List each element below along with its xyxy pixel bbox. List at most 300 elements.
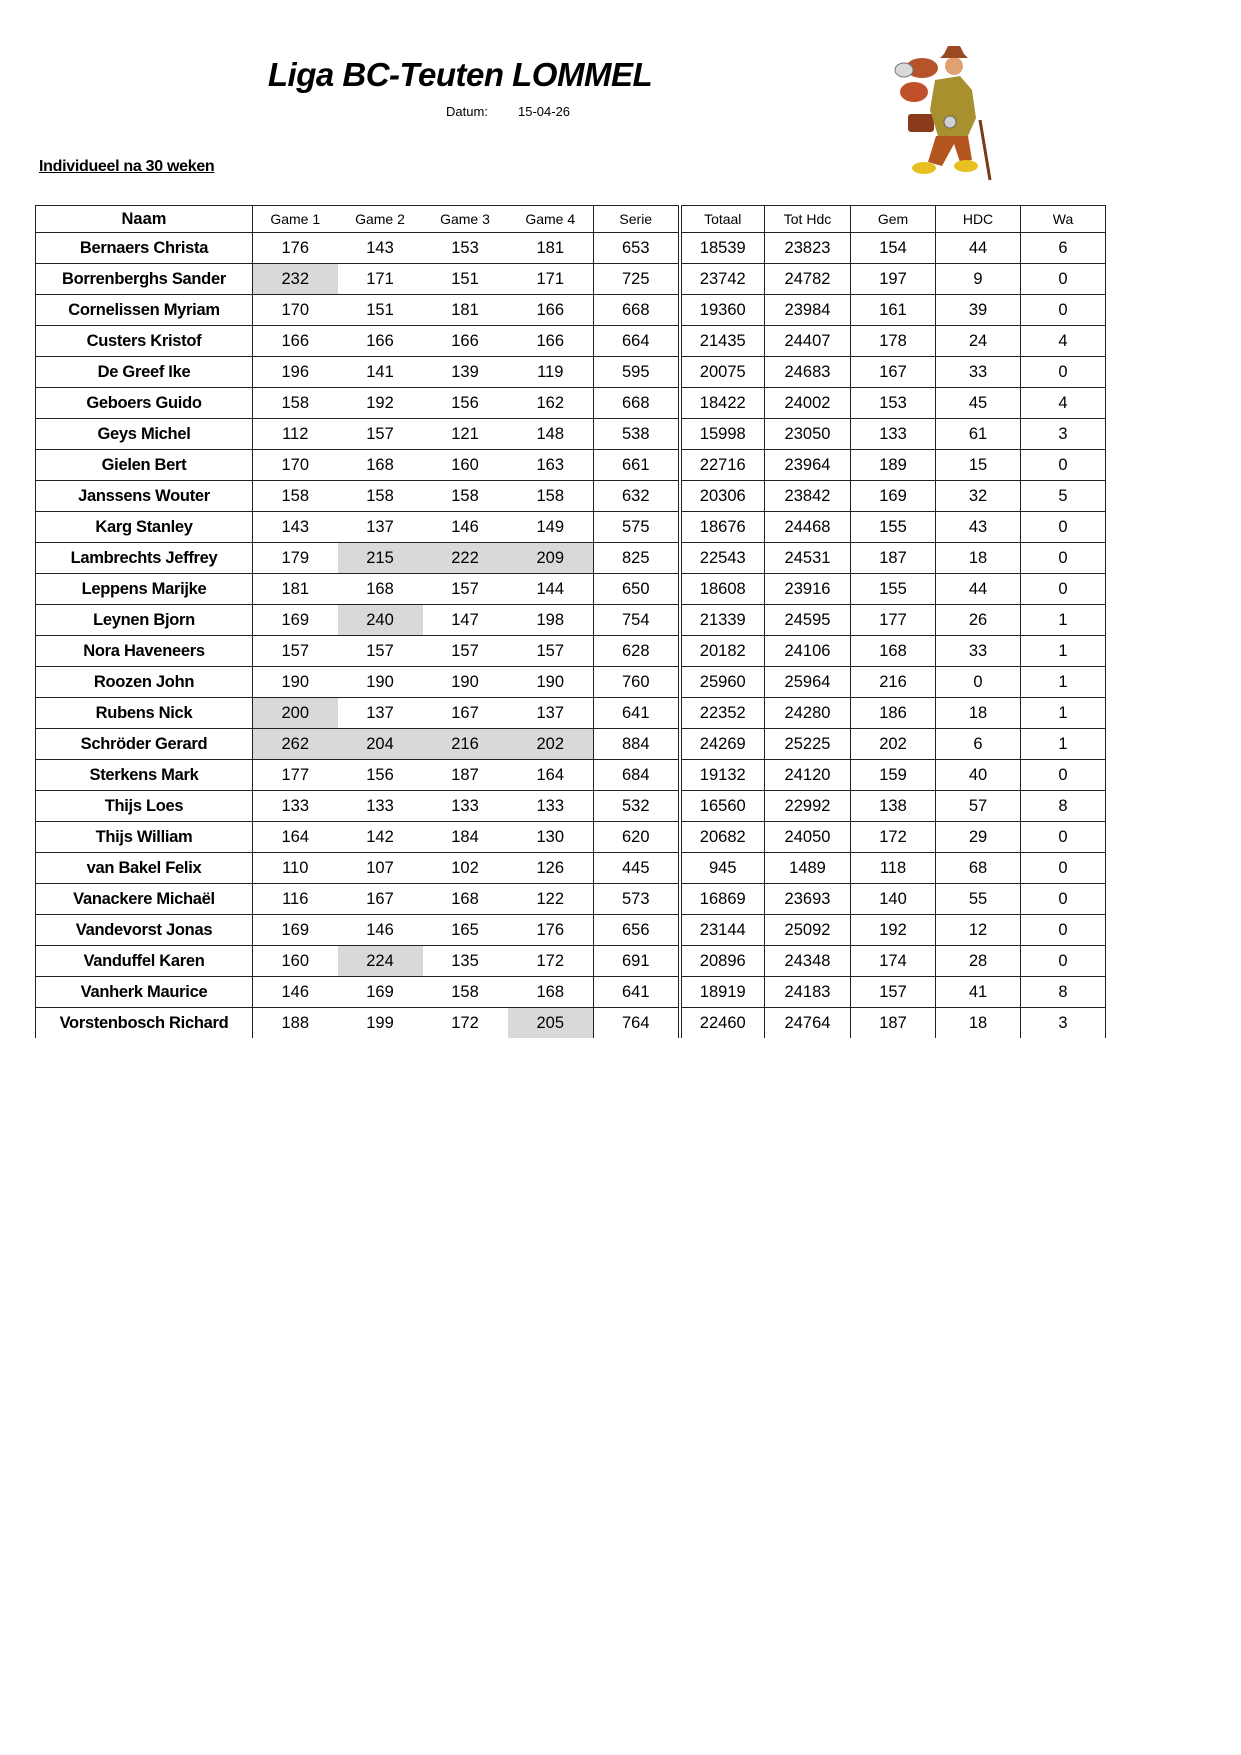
player-name: Sterkens Mark [36,760,253,791]
wa-value: 1 [1021,605,1106,636]
col-header-tothdc: Tot Hdc [765,206,851,233]
game-3-score: 172 [423,1008,508,1039]
game-2-score: 151 [338,295,423,326]
wa-value: 0 [1021,264,1106,295]
serie-value: 754 [594,605,680,636]
serie-value: 664 [594,326,680,357]
serie-value: 573 [594,884,680,915]
game-4-score: 171 [508,264,594,295]
game-4-score: 126 [508,853,594,884]
gem-value: 172 [851,822,936,853]
game-3-score: 151 [423,264,508,295]
game-2-score: 143 [338,233,423,264]
game-3-score: 184 [423,822,508,853]
totaal-value: 20896 [680,946,765,977]
totaal-value: 19360 [680,295,765,326]
totaal-value: 18608 [680,574,765,605]
tot-hdc-value: 23984 [765,295,851,326]
game-4-score: 130 [508,822,594,853]
player-name: van Bakel Felix [36,853,253,884]
player-name: Vandevorst Jonas [36,915,253,946]
tot-hdc-value: 25964 [765,667,851,698]
game-1-score: 146 [253,977,338,1008]
game-1-score: 200 [253,698,338,729]
hdc-value: 33 [936,636,1021,667]
wa-value: 6 [1021,233,1106,264]
wa-value: 4 [1021,326,1106,357]
game-1-score: 190 [253,667,338,698]
game-1-score: 170 [253,295,338,326]
game-3-score: 222 [423,543,508,574]
tot-hdc-value: 23693 [765,884,851,915]
game-4-score: 205 [508,1008,594,1039]
game-2-score: 107 [338,853,423,884]
wa-value: 0 [1021,853,1106,884]
player-name: Leynen Bjorn [36,605,253,636]
serie-value: 595 [594,357,680,388]
datum-value: 15-04-26 [518,104,571,119]
game-3-score: 216 [423,729,508,760]
game-4-score: 157 [508,636,594,667]
gem-value: 153 [851,388,936,419]
game-3-score: 156 [423,388,508,419]
wa-value: 0 [1021,574,1106,605]
game-4-score: 158 [508,481,594,512]
gem-value: 202 [851,729,936,760]
totaal-value: 23144 [680,915,765,946]
wa-value: 8 [1021,977,1106,1008]
game-2-score: 141 [338,357,423,388]
serie-value: 725 [594,264,680,295]
game-2-score: 133 [338,791,423,822]
col-header-serie: Serie [594,206,680,233]
hdc-value: 55 [936,884,1021,915]
table-row [36,760,1106,791]
hdc-value: 45 [936,388,1021,419]
tot-hdc-value: 23842 [765,481,851,512]
game-3-score: 190 [423,667,508,698]
gem-value: 174 [851,946,936,977]
game-4-score: 162 [508,388,594,419]
hdc-value: 32 [936,481,1021,512]
game-1-score: 158 [253,388,338,419]
player-name: Leppens Marijke [36,574,253,605]
game-1-score: 170 [253,450,338,481]
totaal-value: 20306 [680,481,765,512]
game-3-score: 133 [423,791,508,822]
game-2-score: 157 [338,419,423,450]
serie-value: 632 [594,481,680,512]
hdc-value: 18 [936,543,1021,574]
tot-hdc-value: 25225 [765,729,851,760]
game-2-score: 156 [338,760,423,791]
gem-value: 168 [851,636,936,667]
totaal-value: 20682 [680,822,765,853]
table-row [36,543,1106,574]
game-1-score: 112 [253,419,338,450]
game-2-score: 137 [338,698,423,729]
wa-value: 0 [1021,450,1106,481]
game-3-score: 165 [423,915,508,946]
totaal-value: 18676 [680,512,765,543]
game-4-score: 163 [508,450,594,481]
hdc-value: 15 [936,450,1021,481]
game-2-score: 146 [338,915,423,946]
section-subtitle: Individueel na 30 weken [39,158,215,175]
game-4-score: 137 [508,698,594,729]
col-header-game1: Game 1 [253,206,338,233]
totaal-value: 19132 [680,760,765,791]
tot-hdc-value: 23823 [765,233,851,264]
wa-value: 0 [1021,357,1106,388]
wa-value: 0 [1021,915,1106,946]
game-3-score: 160 [423,450,508,481]
game-3-score: 135 [423,946,508,977]
hdc-value: 28 [936,946,1021,977]
totaal-value: 22716 [680,450,765,481]
serie-value: 641 [594,977,680,1008]
totaal-value: 22352 [680,698,765,729]
tot-hdc-value: 25092 [765,915,851,946]
game-1-score: 177 [253,760,338,791]
hdc-value: 61 [936,419,1021,450]
table-row [36,667,1106,698]
hdc-value: 44 [936,574,1021,605]
game-3-score: 158 [423,481,508,512]
game-3-score: 139 [423,357,508,388]
gem-value: 161 [851,295,936,326]
totaal-value: 18919 [680,977,765,1008]
player-name: De Greef Ike [36,357,253,388]
serie-value: 684 [594,760,680,791]
totaal-value: 20182 [680,636,765,667]
gem-value: 178 [851,326,936,357]
hdc-value: 43 [936,512,1021,543]
wa-value: 0 [1021,760,1106,791]
col-header-game3: Game 3 [423,206,508,233]
hdc-value: 41 [936,977,1021,1008]
table-row [36,388,1106,419]
game-3-score: 146 [423,512,508,543]
hdc-value: 68 [936,853,1021,884]
game-3-score: 157 [423,574,508,605]
hdc-value: 33 [936,357,1021,388]
serie-value: 884 [594,729,680,760]
tot-hdc-value: 24002 [765,388,851,419]
table-row [36,357,1106,388]
gem-value: 167 [851,357,936,388]
game-4-score: 144 [508,574,594,605]
tot-hdc-value: 24683 [765,357,851,388]
game-3-score: 187 [423,760,508,791]
totaal-value: 20075 [680,357,765,388]
game-1-score: 110 [253,853,338,884]
gem-value: 133 [851,419,936,450]
table-row [36,450,1106,481]
player-name: Borrenberghs Sander [36,264,253,295]
wa-value: 0 [1021,543,1106,574]
col-header-gem: Gem [851,206,936,233]
game-1-score: 196 [253,357,338,388]
game-2-score: 169 [338,977,423,1008]
tot-hdc-value: 24106 [765,636,851,667]
game-2-score: 168 [338,574,423,605]
player-name: Vanherk Maurice [36,977,253,1008]
serie-value: 538 [594,419,680,450]
game-2-score: 224 [338,946,423,977]
wa-value: 8 [1021,791,1106,822]
wa-value: 1 [1021,698,1106,729]
game-4-score: 168 [508,977,594,1008]
totaal-value: 25960 [680,667,765,698]
tot-hdc-value: 23916 [765,574,851,605]
game-2-score: 190 [338,667,423,698]
player-name: Thijs William [36,822,253,853]
hdc-value: 18 [936,698,1021,729]
serie-value: 764 [594,1008,680,1039]
table-row [36,295,1106,326]
tot-hdc-value: 24764 [765,1008,851,1039]
page-title: Liga BC-Teuten LOMMEL [267,56,653,93]
wa-value: 0 [1021,295,1106,326]
wa-value: 1 [1021,636,1106,667]
game-4-score: 148 [508,419,594,450]
game-1-score: 164 [253,822,338,853]
game-2-score: 199 [338,1008,423,1039]
hdc-value: 0 [936,667,1021,698]
game-4-score: 176 [508,915,594,946]
game-4-score: 133 [508,791,594,822]
table-row [36,636,1106,667]
game-4-score: 190 [508,667,594,698]
gem-value: 187 [851,1008,936,1039]
serie-value: 620 [594,822,680,853]
serie-value: 656 [594,915,680,946]
game-1-score: 169 [253,915,338,946]
gem-value: 154 [851,233,936,264]
serie-value: 825 [594,543,680,574]
game-4-score: 149 [508,512,594,543]
gem-value: 186 [851,698,936,729]
game-2-score: 168 [338,450,423,481]
gem-value: 155 [851,574,936,605]
datum-label: Datum: [446,104,488,119]
game-4-score: 202 [508,729,594,760]
game-4-score: 209 [508,543,594,574]
hdc-value: 29 [936,822,1021,853]
col-header-naam: Naam [36,206,253,233]
gem-value: 140 [851,884,936,915]
game-4-score: 198 [508,605,594,636]
game-2-score: 240 [338,605,423,636]
table-row [36,853,1106,884]
game-4-score: 166 [508,326,594,357]
col-header-wa: Wa [1021,206,1106,233]
gem-value: 187 [851,543,936,574]
tot-hdc-value: 24468 [765,512,851,543]
hdc-value: 9 [936,264,1021,295]
tot-hdc-value: 24120 [765,760,851,791]
table-row [36,264,1106,295]
player-name: Schröder Gerard [36,729,253,760]
hdc-value: 57 [936,791,1021,822]
game-2-score: 142 [338,822,423,853]
table-row [36,1008,1106,1039]
tot-hdc-value: 23050 [765,419,851,450]
tot-hdc-value: 24407 [765,326,851,357]
serie-value: 668 [594,388,680,419]
game-1-score: 232 [253,264,338,295]
tot-hdc-value: 23964 [765,450,851,481]
game-1-score: 116 [253,884,338,915]
game-1-score: 133 [253,791,338,822]
player-name: Lambrechts Jeffrey [36,543,253,574]
player-name: Vanackere Michaël [36,884,253,915]
serie-value: 650 [594,574,680,605]
table-row [36,574,1106,605]
game-4-score: 181 [508,233,594,264]
player-name: Geboers Guido [36,388,253,419]
hdc-value: 40 [936,760,1021,791]
wa-value: 0 [1021,946,1106,977]
serie-value: 691 [594,946,680,977]
game-2-score: 158 [338,481,423,512]
gem-value: 192 [851,915,936,946]
game-1-score: 158 [253,481,338,512]
tot-hdc-value: 22992 [765,791,851,822]
totaal-value: 22543 [680,543,765,574]
game-3-score: 157 [423,636,508,667]
hdc-value: 39 [936,295,1021,326]
game-1-score: 160 [253,946,338,977]
tot-hdc-value: 24348 [765,946,851,977]
game-4-score: 172 [508,946,594,977]
gem-value: 189 [851,450,936,481]
serie-value: 760 [594,667,680,698]
game-1-score: 181 [253,574,338,605]
player-name: Bernaers Christa [36,233,253,264]
table-body [36,233,1106,1039]
serie-value: 641 [594,698,680,729]
hdc-value: 44 [936,233,1021,264]
gem-value: 138 [851,791,936,822]
tot-hdc-value: 24782 [765,264,851,295]
table-row [36,729,1106,760]
wa-value: 0 [1021,512,1106,543]
game-3-score: 102 [423,853,508,884]
totaal-value: 18539 [680,233,765,264]
gem-value: 169 [851,481,936,512]
gem-value: 197 [851,264,936,295]
table-row [36,605,1106,636]
hdc-value: 26 [936,605,1021,636]
serie-value: 532 [594,791,680,822]
game-1-score: 188 [253,1008,338,1039]
gem-value: 157 [851,977,936,1008]
game-4-score: 164 [508,760,594,791]
game-1-score: 143 [253,512,338,543]
tot-hdc-value: 24280 [765,698,851,729]
tot-hdc-value: 24595 [765,605,851,636]
col-header-game2: Game 2 [338,206,423,233]
wa-value: 0 [1021,884,1106,915]
player-name: Karg Stanley [36,512,253,543]
game-3-score: 153 [423,233,508,264]
game-2-score: 171 [338,264,423,295]
table-row [36,481,1106,512]
game-4-score: 166 [508,295,594,326]
totaal-value: 16869 [680,884,765,915]
hdc-value: 12 [936,915,1021,946]
player-name: Rubens Nick [36,698,253,729]
wa-value: 4 [1021,388,1106,419]
table-row [36,822,1106,853]
table-header-row [36,206,1106,233]
game-3-score: 167 [423,698,508,729]
game-2-score: 166 [338,326,423,357]
col-header-game4: Game 4 [508,206,594,233]
game-1-score: 176 [253,233,338,264]
gem-value: 118 [851,853,936,884]
tot-hdc-value: 24183 [765,977,851,1008]
game-2-score: 137 [338,512,423,543]
player-name: Janssens Wouter [36,481,253,512]
totaal-value: 21435 [680,326,765,357]
table-row [36,326,1106,357]
table-row [36,512,1106,543]
player-name: Nora Haveneers [36,636,253,667]
game-2-score: 157 [338,636,423,667]
totaal-value: 21339 [680,605,765,636]
player-name: Gielen Bert [36,450,253,481]
serie-value: 653 [594,233,680,264]
standings-table [35,205,1106,1038]
game-2-score: 192 [338,388,423,419]
totaal-value: 23742 [680,264,765,295]
gem-value: 159 [851,760,936,791]
game-3-score: 168 [423,884,508,915]
table-row [36,233,1106,264]
game-3-score: 158 [423,977,508,1008]
serie-value: 668 [594,295,680,326]
wa-value: 0 [1021,822,1106,853]
tot-hdc-value: 24050 [765,822,851,853]
player-name: Custers Kristof [36,326,253,357]
game-3-score: 121 [423,419,508,450]
game-2-score: 204 [338,729,423,760]
game-2-score: 215 [338,543,423,574]
player-name: Geys Michel [36,419,253,450]
player-name: Cornelissen Myriam [36,295,253,326]
serie-value: 445 [594,853,680,884]
game-3-score: 181 [423,295,508,326]
tot-hdc-value: 1489 [765,853,851,884]
totaal-value: 24269 [680,729,765,760]
table-row [36,698,1106,729]
totaal-value: 16560 [680,791,765,822]
table-row [36,419,1106,450]
hdc-value: 18 [936,1008,1021,1039]
totaal-value: 22460 [680,1008,765,1039]
wa-value: 3 [1021,1008,1106,1039]
gem-value: 177 [851,605,936,636]
totaal-value: 18422 [680,388,765,419]
hdc-value: 24 [936,326,1021,357]
player-name: Roozen John [36,667,253,698]
game-1-score: 166 [253,326,338,357]
col-header-totaal: Totaal [680,206,765,233]
wa-value: 3 [1021,419,1106,450]
